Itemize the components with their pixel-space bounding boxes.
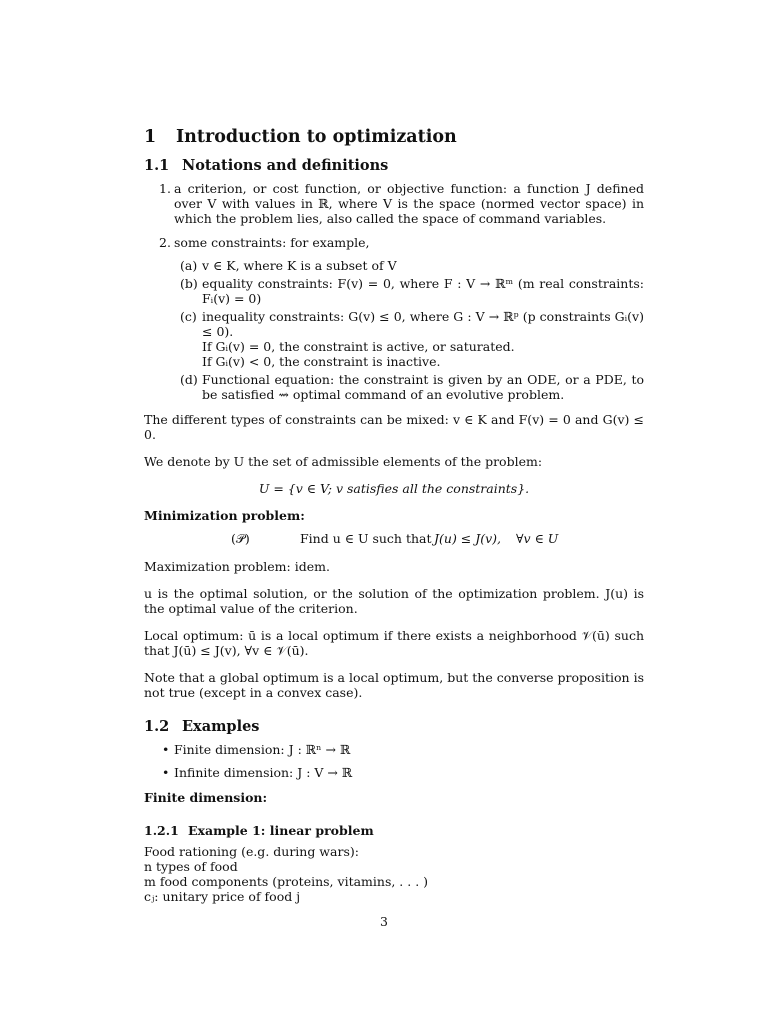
subsection-number: 1.1 xyxy=(144,157,170,174)
list-item-text: a criterion, or cost function, or objective function: a function J defined over V with values in ℝ, where V is the space (normed vector space) in which the problem lies, also called the space of command variables. xyxy=(174,181,644,226)
problem-find: Find u ∈ U such that xyxy=(300,531,432,546)
subsection-number: 1.2 xyxy=(144,718,170,735)
list-item-text: some constraints: for example, xyxy=(174,235,370,250)
sub-item-marker: (a) xyxy=(180,258,198,273)
paragraph-mixed-constraints: The different types of constraints can be mixed: v ∈ K and F(v) = 0 and G(v) ≤ 0. xyxy=(144,412,644,442)
sub-item-marker: (c) xyxy=(180,309,197,324)
page-number: 3 xyxy=(380,914,388,929)
paragraph-global-optimum: Note that a global optimum is a local optimum, but the converse proposition is not true (except in a convex case). xyxy=(144,670,644,700)
section-number: 1 xyxy=(144,127,157,147)
food-line: cⱼ: unitary price of food j xyxy=(144,889,301,904)
subsection-heading xyxy=(144,157,644,175)
list-item-text: Infinite dimension: J : V → ℝ xyxy=(174,765,353,780)
sub-item-text: equality constraints: F(v) = 0, where F : V → ℝᵐ (m real constraints: Fᵢ(v) = 0) xyxy=(202,276,644,306)
food-line: Food rationing (e.g. during wars): xyxy=(144,844,359,859)
problem-condition: J(u) ≤ J(v), xyxy=(434,531,502,546)
bullet-marker: • xyxy=(162,742,170,757)
section-title: Introduction to optimization xyxy=(176,127,457,147)
list-item-text: Finite dimension: J : ℝⁿ → ℝ xyxy=(174,742,351,757)
sub-item-text: v ∈ K, where K is a subset of V xyxy=(202,258,397,273)
minimization-problem xyxy=(144,531,644,549)
subsubsection-title: Example 1: linear problem xyxy=(188,823,374,838)
subsection-title: Examples xyxy=(182,718,260,735)
list-marker: 1. xyxy=(159,181,171,196)
sub-item-text: Functional equation: the constraint is given by an ODE, or a PDE, to be satisfied ⇝ optimal command of an evolutive problem. xyxy=(202,372,644,402)
list-marker: 2. xyxy=(159,235,171,250)
sub-item-inactive-line: If Gᵢ(v) < 0, the constraint is inactive. xyxy=(202,354,441,369)
paragraph-admissible: We denote by U the set of admissible elements of the problem: xyxy=(144,454,543,469)
equation-admissible-set: U = {v ∈ V; v satisfies all the constraints}. xyxy=(258,481,530,496)
sub-item-inequality xyxy=(174,309,644,369)
paragraph-maximization: Maximization problem: idem. xyxy=(144,559,330,574)
page-content xyxy=(144,126,644,904)
constraints-sublist xyxy=(174,258,644,402)
subsubsection-heading xyxy=(144,823,644,838)
finite-dimension-heading: Finite dimension: xyxy=(144,790,268,805)
sub-item-functional xyxy=(174,372,644,402)
examples-list xyxy=(144,742,644,780)
list-item-infinite xyxy=(144,765,644,780)
list-item-finite xyxy=(144,742,644,757)
sub-item-text: inequality constraints: G(v) ≤ 0, where G : V → ℝᵖ (p constraints Gᵢ(v) ≤ 0). xyxy=(202,309,644,339)
list-item-constraints xyxy=(144,235,644,402)
paragraph-local-optimum: Local optimum: ū is a local optimum if there exists a neighborhood 𝒱(ū) such that J(ū) ≤ J(v), ∀v ∈ 𝒱(ū). xyxy=(144,628,644,658)
paragraph-optimal: u is the optimal solution, or the solution of the optimization problem. J(u) is the optimal value of the criterion. xyxy=(144,586,644,616)
sub-item-marker: (d) xyxy=(180,372,198,387)
food-line: n types of food xyxy=(144,859,238,874)
problem-quantifier: ∀v ∈ U xyxy=(516,531,559,546)
subsection-title: Notations and definitions xyxy=(182,157,389,174)
food-rationing-block xyxy=(144,844,644,904)
problem-label: (𝒫) xyxy=(231,531,250,546)
section-heading xyxy=(144,126,644,148)
sub-item-marker: (b) xyxy=(180,276,198,291)
bullet-marker: • xyxy=(162,765,170,780)
subsubsection-number: 1.2.1 xyxy=(144,823,179,838)
sub-item-active-line: If Gᵢ(v) = 0, the constraint is active, or saturated. xyxy=(202,339,515,354)
definitions-list xyxy=(144,181,644,402)
food-line: m food components (proteins, vitamins, . . . ) xyxy=(144,874,429,889)
list-item-criterion xyxy=(144,181,644,226)
minimization-heading: Minimization problem: xyxy=(144,508,305,523)
sub-item-equality xyxy=(174,276,644,306)
sub-item-subset xyxy=(174,258,644,273)
subsection-heading xyxy=(144,718,644,736)
